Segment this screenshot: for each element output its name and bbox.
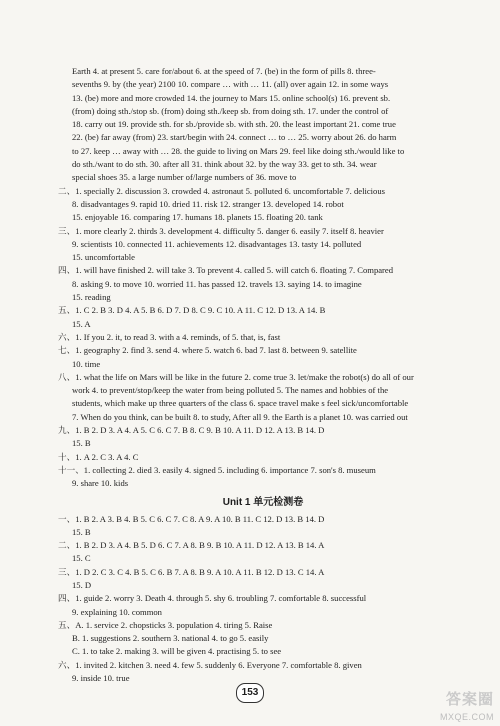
answer-line: 三、1. D 2. C 3. C 4. B 5. C 6. B 7. A 8. B 9. A 10. A 11. B 12. D 13. C 14. A bbox=[58, 566, 325, 577]
answer-line: 十、1. A 2. C 3. A 4. C bbox=[58, 451, 139, 462]
answer-line: 15. B bbox=[72, 438, 91, 449]
answer-line: 五、1. C 2. B 3. D 4. A 5. B 6. D 7. D 8. C 9. C 10. A 11. C 12. D 13. A 14. B bbox=[58, 305, 326, 316]
answer-line: 七、1. geography 2. find 3. send 4. where 5. watch 6. bad 7. last 8. between 9. satellite bbox=[58, 345, 357, 356]
answer-line: B. 1. suggestions 2. southern 3. national 4. to go 5. easily bbox=[72, 633, 269, 644]
answer-line: 8. asking 9. to move 10. worried 11. has passed 12. travels 13. saying 14. to imagine bbox=[72, 278, 362, 289]
answer-line: 15. D bbox=[72, 579, 92, 590]
answer-line: 二、1. specially 2. discussion 3. crowded 4. astronaut 5. polluted 6. uncomfortable 7. delicious bbox=[58, 185, 385, 196]
answer-line: do sth./want to do sth. 30. after all 31. think about 32. by the way 33. get to sth. 34. wear bbox=[72, 159, 377, 170]
answer-line: 10. time bbox=[72, 358, 101, 369]
answer-line: 十一、1. collecting 2. died 3. easily 4. signed 5. including 6. importance 7. son's 8. museum bbox=[58, 464, 376, 475]
answer-line: 一、1. B 2. A 3. B 4. B 5. C 6. C 7. C 8. A 9. A 10. B 11. C 12. D 13. B 14. D bbox=[58, 513, 325, 524]
answer-line: 五、A. 1. service 2. chopsticks 3. population 4. tiring 5. Raise bbox=[58, 619, 273, 630]
unit-test-heading: Unit 1 单元检测卷 bbox=[222, 496, 304, 508]
watermark bbox=[424, 688, 494, 722]
answer-line: to 27. keep … away with … 28. the guide to living on Mars 29. feel like doing sth./would like to bbox=[72, 145, 405, 156]
page-number: 153 bbox=[236, 683, 264, 703]
answer-line: students, which make up three quarters of the class 6. space travel make s feel sick/uncomfortable bbox=[72, 398, 409, 409]
watermark-text: MXQE.COM bbox=[439, 712, 494, 722]
answer-line: 18. carry out 19. provide sth. for sb./provide sb. with sth. 20. the least important 21. come true bbox=[72, 119, 396, 130]
unit-answers-section bbox=[58, 65, 468, 491]
answer-content bbox=[58, 65, 468, 685]
answer-line: 9. explaining 10. common bbox=[72, 606, 162, 617]
answer-line: 九、1. B 2. D 3. A 4. A 5. C 6. C 7. B 8. C 9. B 10. A 11. D 12. A 13. B 14. D bbox=[58, 425, 325, 436]
answer-line: 8. disadvantages 9. rapid 10. dried 11. risk 12. stranger 13. developed 14. robot bbox=[72, 198, 344, 209]
answer-line: 四、1. will have finished 2. will take 3. To prevent 4. called 5. will catch 6. floating 7. Compared bbox=[58, 265, 394, 276]
answer-line: 15. A bbox=[72, 318, 91, 329]
answer-line: 15. reading bbox=[72, 292, 111, 303]
answer-line: 15. B bbox=[72, 526, 91, 537]
answer-line: C. 1. to take 2. making 3. will be given 4. practising 5. to see bbox=[72, 646, 282, 657]
answer-line: 三、1. more clearly 2. thirds 3. development 4. difficulty 5. danger 6. easily 7. itself 8. heavier bbox=[58, 225, 384, 236]
answer-line: 9. scientists 10. connected 11. achievements 12. disadvantages 13. tasty 14. polluted bbox=[72, 238, 362, 249]
answer-line: 二、1. B 2. D 3. A 4. B 5. D 6. C 7. A 8. B 9. B 10. A 11. D 12. A 13. B 14. A bbox=[58, 540, 325, 551]
answer-line: work 4. to prevent/stop/keep the water from being polluted 5. The names and hobbies of the bbox=[72, 385, 389, 396]
answer-line: (from) doing sth./stop sb. (from) doing sth./keep sb. from doing sth. 17. under the control of bbox=[72, 105, 389, 116]
answer-line: 15. enjoyable 16. comparing 17. humans 18. planets 15. floating 20. tank bbox=[72, 212, 323, 223]
answer-line: 八、1. what the life on Mars will be like in the future 2. come true 3. let/make the robot(s) do all of our bbox=[58, 371, 414, 382]
answer-line: 7. When do you think, can be built 8. to study, After all 9. the Earth is a planet 10. was carried out bbox=[72, 411, 408, 422]
answer-line: 22. (be) far away (from) 23. start/begin with 24. connect … to … 25. worry about 26. do harm bbox=[72, 132, 397, 143]
answer-line: 13. (be) more and more crowded 14. the journey to Mars 15. online school(s) 16. prevent sb. bbox=[72, 92, 391, 103]
answer-line: 四、1. guide 2. worry 3. Death 4. through 5. shy 6. troubling 7. comfortable 8. successful bbox=[58, 593, 367, 604]
unit-test-answers-section bbox=[58, 513, 468, 686]
answer-line: Earth 4. at present 5. care for/about 6. at the speed of 7. (be) in the form of pills 8. three- bbox=[72, 66, 376, 76]
answer-line: 六、1. invited 2. kitchen 3. need 4. few 5. suddenly 6. Everyone 7. comfortable 8. given bbox=[58, 659, 362, 670]
answer-line: 9. inside 10. true bbox=[72, 673, 130, 684]
answer-line: 15. C bbox=[72, 553, 91, 564]
answer-line: 六、1. If you 2. it, to read 3. with a 4. reminds, of 5. that, is, fast bbox=[58, 331, 281, 342]
answer-line: special shoes 35. a large number of/large numbers of 36. move to bbox=[72, 172, 297, 183]
answer-line: sevenths 9. by (the year) 2100 10. compare … with … 11. (all) over again 12. in some ways bbox=[72, 79, 389, 90]
answer-line: 15. uncomfortable bbox=[72, 252, 136, 263]
answer-line: 9. share 10. kids bbox=[72, 478, 129, 489]
watermark-logo: 答案圈 bbox=[445, 690, 494, 708]
